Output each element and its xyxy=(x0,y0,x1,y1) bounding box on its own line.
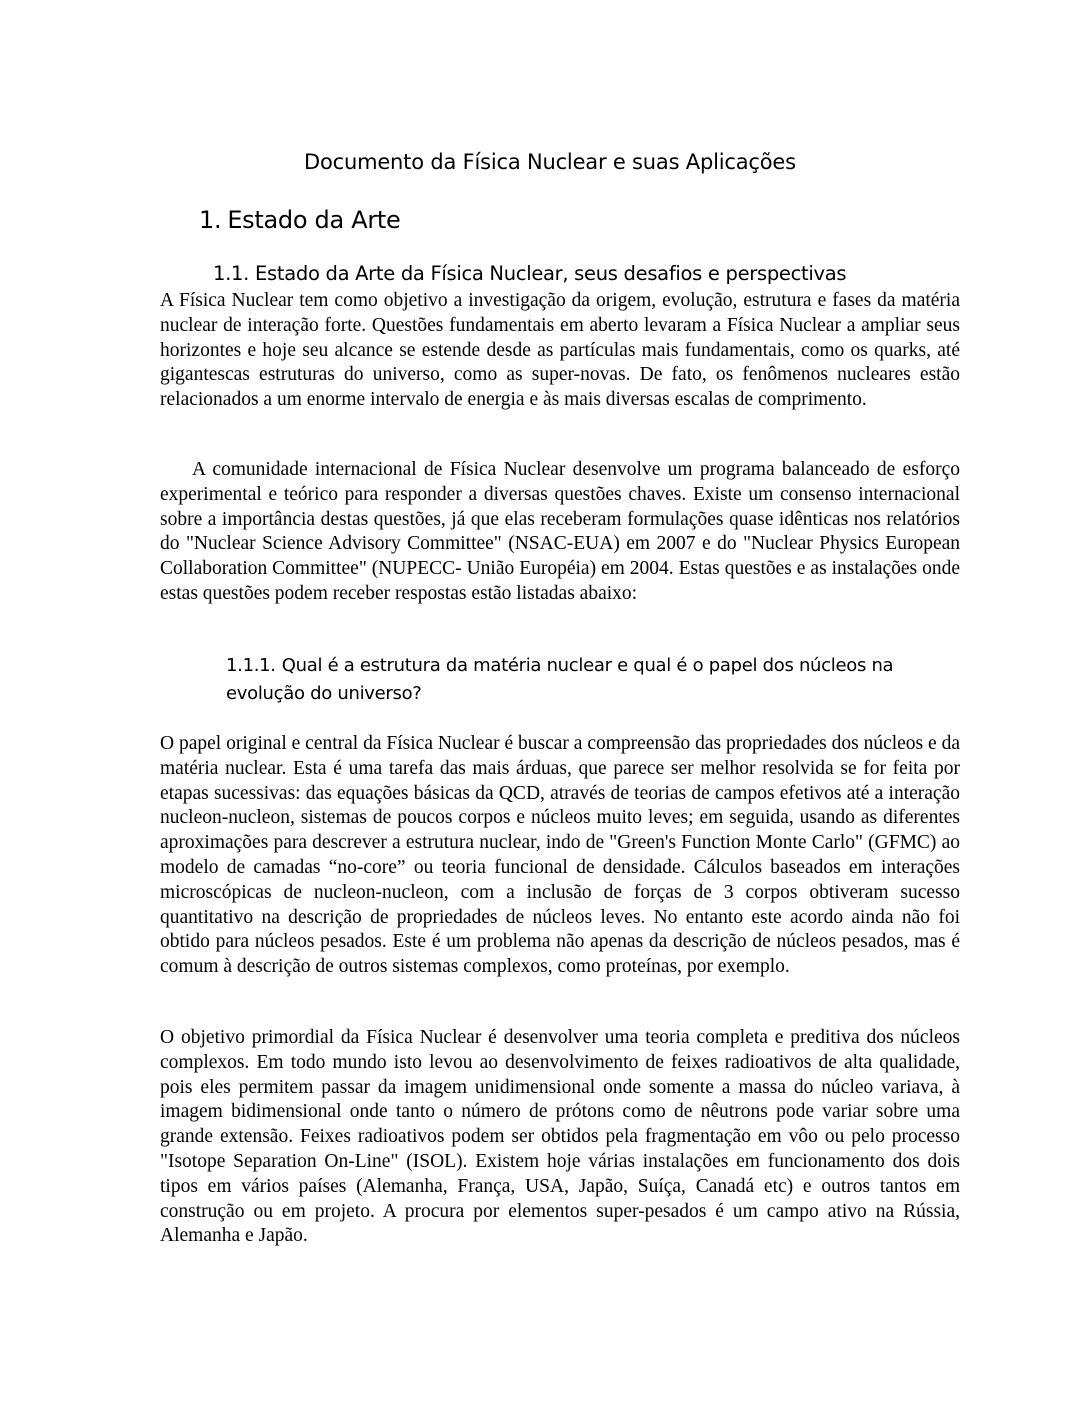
subsubsection-title: Qual é a estrutura da matéria nuclear e qual é o papel dos núcleos na evolução do universo? xyxy=(226,655,894,704)
paragraph: O papel original e central da Física Nuclear é buscar a compreensão das propriedades dos núcleos e da matéria nuclear. Esta é uma tarefa das mais árduas, que parece ser melhor resolvida se for feita por etapas sucessivas: das equações básicas da QCD, através de teorias de campos efetivos até a interação nucleon-nucleon, sistemas de poucos corpos e núcleos muito leves; em seguida, usando as diferentes aproximações para descrever a estrutura nuclear, indo de "Green's Function Monte Carlo" (GFMC) ao modelo de camadas “no-core” ou teoria funcional de densidade. Cálculos baseados em interações microscópicas de nucleon-nucleon, com a inclusão de forças de 3 corpos obtiveram sucesso quantitativo na descrição de propriedades de núcleos leves. No entanto este acordo ainda não foi obtido para núcleos pesados. Este é um problema não apenas da descrição de núcleos pesados, mas é comum à descrição de outros sistemas complexos, como proteínas, por exemplo. xyxy=(160,733,960,978)
document-title: Documento da Física Nuclear e suas Aplicações xyxy=(304,150,796,174)
paragraph: A Física Nuclear tem como objetivo a investigação da origem, evolução, estrutura e fases da matéria nuclear de interação forte. Questões fundamentais em aberto levaram a Física Nuclear a ampliar seus horizontes e hoje seu alcance se estende desde as partículas mais fundamentais, como os quarks, até gigantescas estruturas do universo, como as super-novas. De fato, os fenômenos nucleares estão relacionados a um enorme intervalo de energia e às mais diversas escalas de comprimento. xyxy=(160,290,960,411)
section-number: 1. xyxy=(199,206,222,234)
subsubsection-number: 1.1.1. xyxy=(226,655,276,676)
subsection-heading xyxy=(213,262,846,285)
subsubsection-heading xyxy=(226,652,966,708)
section-title: Estado da Arte xyxy=(227,206,401,234)
paragraph: O objetivo primordial da Física Nuclear é desenvolver uma teoria completa e preditiva dos núcleos complexos. Em todo mundo isto levou ao desenvolvimento de feixes radioativos de alta qualidade, pois eles permitem passar da imagem unidimensional onde somente a massa do núcleo variava, à imagem bidimensional onde tanto o número de prótons como de nêutrons pode variar sobre uma grande extensão. Feixes radioativos podem ser obtidos pela fragmentação em vôo ou pelo processo "Isotope Separation On-Line" (ISOL). Existem hoje várias instalações em funcionamento dos dois tipos em vários países (Alemanha, França, USA, Japão, Suíça, Canadá etc) e outros tantos em construção ou em projeto. A procura por elementos super-pesados é um campo ativo na Rússia, Alemanha e Japão. xyxy=(160,1027,960,1247)
paragraph: A comunidade internacional de Física Nuclear desenvolve um programa balanceado de esforço experimental e teórico para responder a diversas questões chaves. Existe um consenso internacional sobre a importância destas questões, já que elas receberam formulações quase idênticas nos relatórios do "Nuclear Science Advisory Committee" (NSAC-EUA) em 2007 e do "Nuclear Physics European Collaboration Committee" (NUPECC- União Européia) em 2004. Estas questões e as instalações onde estas questões podem receber respostas estão listadas abaixo: xyxy=(160,459,960,604)
subsection-title: Estado da Arte da Física Nuclear, seus desafios e perspectivas xyxy=(255,262,847,285)
subsection-number: 1.1. xyxy=(213,262,250,285)
section-heading xyxy=(199,206,400,234)
